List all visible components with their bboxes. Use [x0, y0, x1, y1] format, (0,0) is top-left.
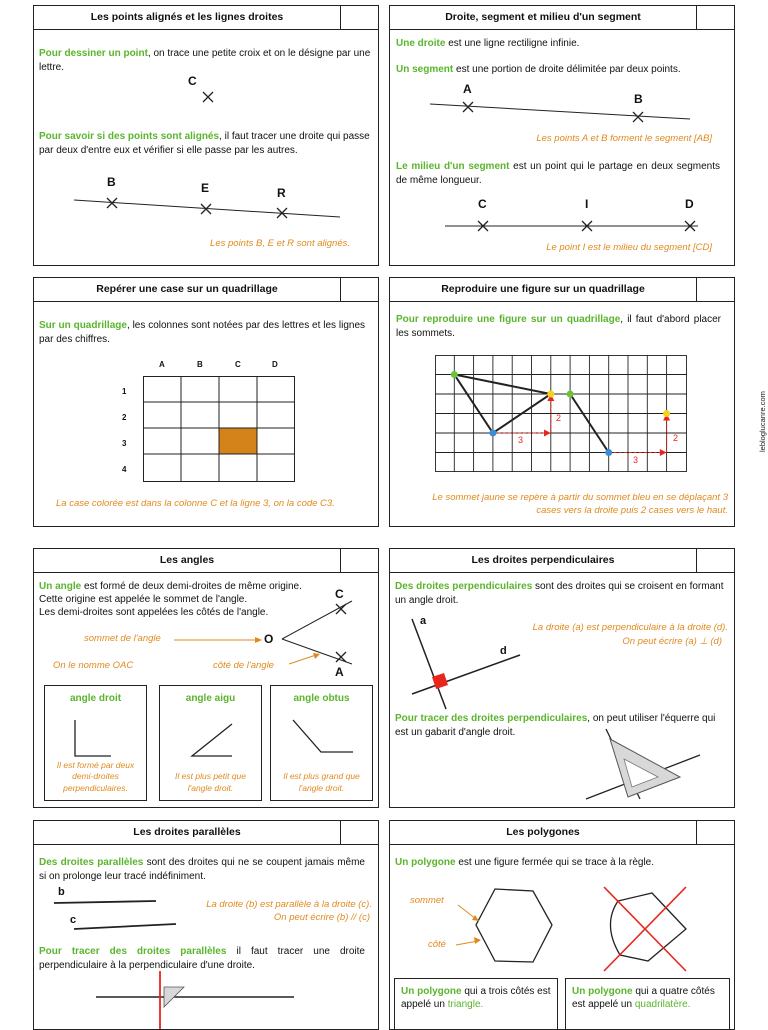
- annotation-vertex: sommet de l'angle: [84, 633, 161, 644]
- acute-angle-icon: [190, 722, 234, 758]
- box-caption: Il est plus petit que l'angle droit.: [175, 771, 246, 793]
- caption-segment: Les points A et B forment le segment [AB]: [536, 133, 712, 144]
- card-tab: [340, 278, 378, 301]
- caption-grid: La case colorée est dans la colonne C et la ligne 3, on la code C3.: [56, 498, 335, 509]
- paragraph-draw-parallel: Pour tracer des droites parallèles il faut tracer une droite perpendiculaire à la perpendiculaire d'une droite.: [39, 946, 365, 971]
- arrow-label-4: 2: [673, 433, 679, 443]
- card-title: Droite, segment et milieu d'un segment: [445, 11, 641, 23]
- point-label-c: C: [188, 74, 197, 88]
- vertex-blue-1: [489, 430, 496, 437]
- line-label-d: d: [500, 645, 507, 657]
- point-label-c: C: [335, 587, 344, 601]
- paragraph-grid: Sur un quadrillage, les colonnes sont notées par des lettres et les lignes par des chiffres.: [39, 320, 365, 345]
- paragraph-polygon: Un polygone est une figure fermée qui se trace à la règle.: [395, 857, 655, 868]
- caption-midpoint: Le point I est le milieu du segment [CD]: [546, 242, 712, 253]
- caption-aligned: Les points B, E et R sont alignés.: [210, 238, 350, 249]
- card-aligned-points: [33, 5, 379, 266]
- paragraph-perpendicular: Des droites perpendiculaires sont des droites qui se croisent en formant un angle droit.: [395, 581, 724, 606]
- paragraph-line: Une droite est une ligne rectiligne infinie.: [396, 38, 580, 49]
- row-label-3: 3: [122, 439, 127, 448]
- col-label-d: D: [272, 360, 278, 369]
- point-label-b: B: [107, 175, 116, 189]
- point-label-d: D: [685, 197, 694, 211]
- point-label-a: A: [463, 82, 472, 96]
- arrow-label-3: 3: [633, 455, 639, 465]
- annotation-vertex: sommet: [410, 895, 444, 906]
- paragraph-segment: Un segment est une portion de droite délimitée par deux points.: [396, 64, 681, 75]
- col-label-c: C: [235, 360, 241, 369]
- box-caption: Il est plus grand que l'angle droit.: [283, 771, 360, 793]
- box-triangle: Un polygone qui a trois côtés est appelé un triangle.: [394, 978, 558, 1030]
- row-label-2: 2: [122, 413, 127, 422]
- box-caption: Il est formé par deux demi-droites perpendiculaires.: [56, 759, 135, 793]
- paragraph-aligned: Pour savoir si des points sont alignés, il faut tracer une droite qui passe par deux d'entre eux et vérifier si elle passe par les autres.: [39, 131, 370, 156]
- card-header: [390, 278, 734, 302]
- card-grid-cell: [33, 277, 379, 527]
- point-label-r: R: [277, 186, 286, 200]
- box-title: angle aigu: [185, 693, 236, 704]
- website-credit: lebloglucanre.com: [758, 391, 767, 452]
- perpendicular-note-2: On peut écrire (a) ⊥ (d): [622, 636, 722, 647]
- card-title: Les angles: [159, 554, 215, 566]
- col-label-a: A: [159, 360, 165, 369]
- box-right-angle: [44, 685, 147, 801]
- vertex-green-1: [451, 371, 458, 378]
- card-title: Les droites parallèles: [133, 826, 241, 838]
- card-parallel: [33, 820, 379, 1030]
- right-angle-icon: [73, 718, 113, 758]
- paragraph-angle: Un angle est formé de deux demi-droites de même origine.: [39, 581, 302, 592]
- set-square-figure: [580, 729, 730, 808]
- annotation-side: côté de l'angle: [213, 660, 274, 671]
- box-title: angle obtus: [293, 693, 350, 704]
- card-title: Les points alignés et les lignes droites: [90, 11, 284, 23]
- paragraph-draw-point: Pour dessiner un point, on trace une petite croix et on le désigne par une lettre.: [39, 48, 371, 73]
- card-reproduce-figure: [389, 277, 735, 527]
- paragraph-reproduce: Pour reproduire une figure sur un quadrillage, il faut d'abord placer les sommets.: [396, 314, 721, 339]
- cross-mark-a: [463, 102, 473, 112]
- cross-mark-b: [633, 112, 643, 122]
- point-label-b: B: [634, 92, 643, 106]
- box-obtuse-angle: [270, 685, 373, 801]
- col-label-b: B: [197, 360, 203, 369]
- point-label-a: A: [335, 665, 344, 679]
- colored-cell-c3: [219, 428, 257, 454]
- paragraph-midpoint: Le milieu d'un segment est un point qui le partage en deux segments de même longueur.: [396, 161, 721, 186]
- paragraph-set-square: Pour tracer des droites perpendiculaires, on peut utiliser l'équerre qui est un gabarit d'angle droit.: [395, 713, 716, 738]
- card-segment: [389, 5, 735, 266]
- vertex-blue-2: [605, 449, 612, 456]
- card-title: Repérer une case sur un quadrillage: [96, 283, 278, 295]
- card-polygons: [389, 820, 735, 1030]
- arrow-label-1: 3: [518, 435, 524, 445]
- perpendicular-note-1: La droite (a) est perpendiculaire à la droite (d).: [532, 622, 728, 633]
- paragraph-angle-sides: Les demi-droites sont appelées les côtés de l'angle.: [39, 607, 269, 618]
- parallel-note-1: La droite (b) est parallèle à la droite (c).: [206, 899, 372, 910]
- vertex-yellow-1: [547, 391, 554, 398]
- box-quadrilateral: Un polygone qui a quatre côtés est appelé un quadrilatère.: [565, 978, 730, 1030]
- paragraph-parallel: Des droites parallèles sont des droites qui ne se coupent jamais même si on prolonge leur tracé indéfiniment.: [39, 857, 365, 882]
- row-label-1: 1: [122, 387, 127, 396]
- line-label-c: c: [70, 914, 77, 926]
- line-label-b: b: [58, 886, 65, 898]
- set-square-icon: [610, 739, 680, 797]
- parallel-note-2: On peut écrire (b) // (c): [273, 912, 370, 923]
- row-label-4: 4: [122, 465, 127, 474]
- parallel-lines-figure: [34, 821, 379, 1030]
- point-label-c: C: [478, 197, 487, 211]
- grid-table: [143, 376, 295, 482]
- non-polygon-shape-icon: [610, 893, 686, 961]
- box-title: angle droit: [69, 693, 122, 704]
- arrow-label-2: 2: [556, 413, 562, 423]
- caption-reproduce: Le sommet jaune se repère à partir du sommet bleu en se déplaçant 3 cases vers la droite puis 2 cases vers le haut.: [432, 492, 728, 516]
- line-label-a: a: [420, 615, 427, 627]
- point-label-e: E: [201, 181, 210, 195]
- obtuse-angle-icon: [291, 718, 355, 754]
- card-angles: [33, 548, 379, 808]
- annotation-side: côté: [428, 939, 446, 950]
- triangle-figure: [454, 375, 551, 434]
- paragraph-angle-vertex: Cette origine est appelée le sommet de l'angle.: [39, 594, 248, 605]
- card-title: Reproduire une figure sur un quadrillage: [441, 283, 645, 295]
- hexagon-icon: [476, 889, 552, 962]
- vertex-yellow-2: [663, 410, 670, 417]
- card-tab: [696, 278, 734, 301]
- card-header: [34, 278, 378, 302]
- card-title: Les droites perpendiculaires: [471, 554, 615, 566]
- card-title: Les polygones: [506, 826, 580, 838]
- box-acute-angle: [159, 685, 262, 801]
- vertex-green-2: [567, 391, 574, 398]
- point-label-i: I: [585, 197, 589, 211]
- annotation-name: On le nomme OAC: [53, 660, 134, 671]
- point-label-o: O: [264, 632, 274, 646]
- aligned-line: [34, 6, 379, 266]
- card-perpendicular: [389, 548, 735, 808]
